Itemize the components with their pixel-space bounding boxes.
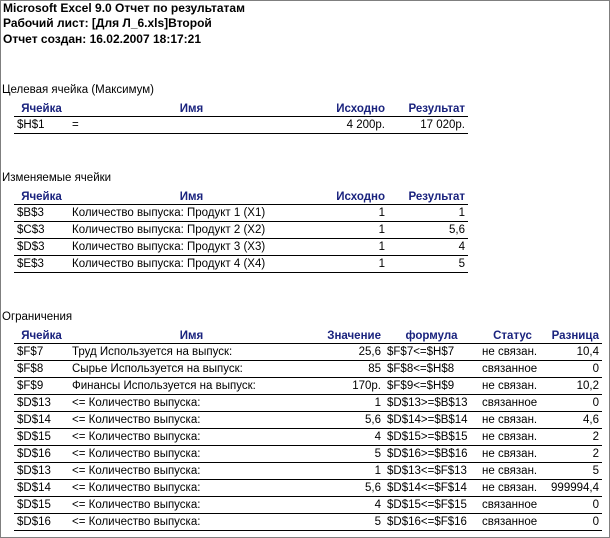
cell-status: не связан.: [479, 344, 546, 361]
table-row: [14, 514, 602, 531]
cell-cell: $D$15: [14, 429, 69, 446]
cell-name: Количество выпуска: Продукт 1 (X1): [69, 205, 314, 222]
cell-formula: $D$14>=$B$14: [384, 412, 479, 429]
cell-result: 5,6: [388, 222, 468, 239]
cell-status: не связан.: [479, 463, 546, 480]
table-row: [14, 429, 602, 446]
cell-formula: $D$13>=$B$13: [384, 395, 479, 412]
cell-name: <= Количество выпуска:: [69, 463, 314, 480]
table-row: [14, 446, 602, 463]
table-row: [14, 239, 468, 256]
cell-slack: 0: [546, 514, 602, 531]
cell-result: 1: [388, 205, 468, 222]
col-cell: Ячейка: [14, 189, 69, 205]
cell-value: 1: [314, 463, 384, 480]
cell-status: связанное: [479, 395, 546, 412]
table-row: [14, 222, 468, 239]
cell-initial: 1: [314, 256, 388, 273]
cell-value: 25,6: [314, 344, 384, 361]
table-row: [14, 205, 468, 222]
target-header-row: [14, 101, 468, 117]
variables-heading: Изменяемые ячейки: [2, 172, 112, 184]
col-value: Значение: [314, 328, 384, 344]
cell-formula: $D$15>=$B$15: [384, 429, 479, 446]
cell-cell: $F$8: [14, 361, 69, 378]
cell-cell: $D$14: [14, 480, 69, 497]
cell-formula: $F$8<=$H$8: [384, 361, 479, 378]
col-result: Результат: [388, 101, 468, 117]
cell-cell: $H$1: [14, 117, 69, 134]
cell-value: 4: [314, 429, 384, 446]
cell-name: Количество выпуска: Продукт 4 (X4): [69, 256, 314, 273]
cell-status: связанное: [479, 497, 546, 514]
cell-cell: $D$13: [14, 463, 69, 480]
cell-value: 5: [314, 446, 384, 463]
cell-slack: 0: [546, 497, 602, 514]
target-heading: Целевая ячейка (Максимум): [2, 84, 154, 96]
table-row: [14, 395, 602, 412]
target-table: [14, 101, 468, 134]
cell-cell: $E$3: [14, 256, 69, 273]
col-slack: Разница: [546, 328, 602, 344]
cell-cell: $F$7: [14, 344, 69, 361]
table-row: [14, 412, 602, 429]
cell-formula: $F$7<=$H$7: [384, 344, 479, 361]
cell-status: не связан.: [479, 429, 546, 446]
table-row: [14, 117, 468, 134]
table-row: [14, 463, 602, 480]
cell-value: 5: [314, 514, 384, 531]
cell-name: =: [69, 117, 314, 134]
cell-slack: 0: [546, 361, 602, 378]
col-name: Имя: [69, 189, 314, 205]
cell-status: связанное: [479, 361, 546, 378]
table-row: [14, 497, 602, 514]
col-initial: Исходно: [314, 189, 388, 205]
cell-name: Сырье Используется на выпуск:: [69, 361, 314, 378]
cell-result: 17 020р.: [388, 117, 468, 134]
cell-formula: $D$14<=$F$14: [384, 480, 479, 497]
cell-name: <= Количество выпуска:: [69, 480, 314, 497]
cell-slack: 10,2: [546, 378, 602, 395]
cell-cell: $D$14: [14, 412, 69, 429]
cell-name: <= Количество выпуска:: [69, 395, 314, 412]
table-row: [14, 256, 468, 273]
cell-initial: 1: [314, 222, 388, 239]
cell-name: <= Количество выпуска:: [69, 514, 314, 531]
cell-formula: $D$15<=$F$15: [384, 497, 479, 514]
col-status: Статус: [479, 328, 546, 344]
cell-slack: 999994,4: [546, 480, 602, 497]
cell-status: не связан.: [479, 480, 546, 497]
cell-name: Количество выпуска: Продукт 3 (X3): [69, 239, 314, 256]
cell-cell: $D$3: [14, 239, 69, 256]
cell-slack: 10,4: [546, 344, 602, 361]
col-name: Имя: [69, 328, 314, 344]
cell-status: не связан.: [479, 412, 546, 429]
cell-value: 5,6: [314, 480, 384, 497]
cell-slack: 5: [546, 463, 602, 480]
cell-formula: $D$13<=$F$13: [384, 463, 479, 480]
cell-result: 4: [388, 239, 468, 256]
cell-value: 85: [314, 361, 384, 378]
cell-cell: $F$9: [14, 378, 69, 395]
cell-value: 5,6: [314, 412, 384, 429]
cell-value: 170р.: [314, 378, 384, 395]
cell-name: Финансы Используется на выпуск:: [69, 378, 314, 395]
variables-header-row: [14, 189, 468, 205]
col-result: Результат: [388, 189, 468, 205]
constraints-heading: Ограничения: [2, 311, 73, 323]
constraints-table: [14, 328, 602, 531]
cell-name: <= Количество выпуска:: [69, 429, 314, 446]
cell-status: не связан.: [479, 378, 546, 395]
cell-status: не связан.: [479, 446, 546, 463]
cell-value: 4: [314, 497, 384, 514]
cell-name: <= Количество выпуска:: [69, 412, 314, 429]
table-row: [14, 361, 602, 378]
cell-result: 5: [388, 256, 468, 273]
cell-name: <= Количество выпуска:: [69, 497, 314, 514]
cell-status: связанное: [479, 514, 546, 531]
table-row: [14, 480, 602, 497]
cell-cell: $C$3: [14, 222, 69, 239]
cell-cell: $B$3: [14, 205, 69, 222]
cell-value: 1: [314, 395, 384, 412]
cell-name: <= Количество выпуска:: [69, 446, 314, 463]
cell-formula: $F$9<=$H$9: [384, 378, 479, 395]
cell-slack: 0: [546, 395, 602, 412]
constraints-header-row: [14, 328, 602, 344]
col-name: Имя: [69, 101, 314, 117]
cell-cell: $D$16: [14, 446, 69, 463]
cell-initial: 4 200р.: [314, 117, 388, 134]
cell-cell: $D$15: [14, 497, 69, 514]
cell-initial: 1: [314, 205, 388, 222]
cell-formula: $D$16>=$B$16: [384, 446, 479, 463]
cell-slack: 2: [546, 429, 602, 446]
cell-initial: 1: [314, 239, 388, 256]
cell-slack: 2: [546, 446, 602, 463]
report-title: Microsoft Excel 9.0 Отчет по результатам: [3, 1, 245, 15]
cell-formula: $D$16<=$F$16: [384, 514, 479, 531]
cell-name: Труд Используется на выпуск:: [69, 344, 314, 361]
col-cell: Ячейка: [14, 101, 69, 117]
col-initial: Исходно: [314, 101, 388, 117]
report-created: Отчет создан: 16.02.2007 18:17:21: [3, 32, 202, 46]
table-row: [14, 344, 602, 361]
cell-cell: $D$16: [14, 514, 69, 531]
cell-name: Количество выпуска: Продукт 2 (X2): [69, 222, 314, 239]
table-row: [14, 378, 602, 395]
cell-cell: $D$13: [14, 395, 69, 412]
variables-table: [14, 189, 468, 273]
col-formula: формула: [384, 328, 479, 344]
cell-slack: 4,6: [546, 412, 602, 429]
col-cell: Ячейка: [14, 328, 69, 344]
report-sheet: Рабочий лист: [Для Л_6.xls]Второй: [3, 16, 212, 30]
